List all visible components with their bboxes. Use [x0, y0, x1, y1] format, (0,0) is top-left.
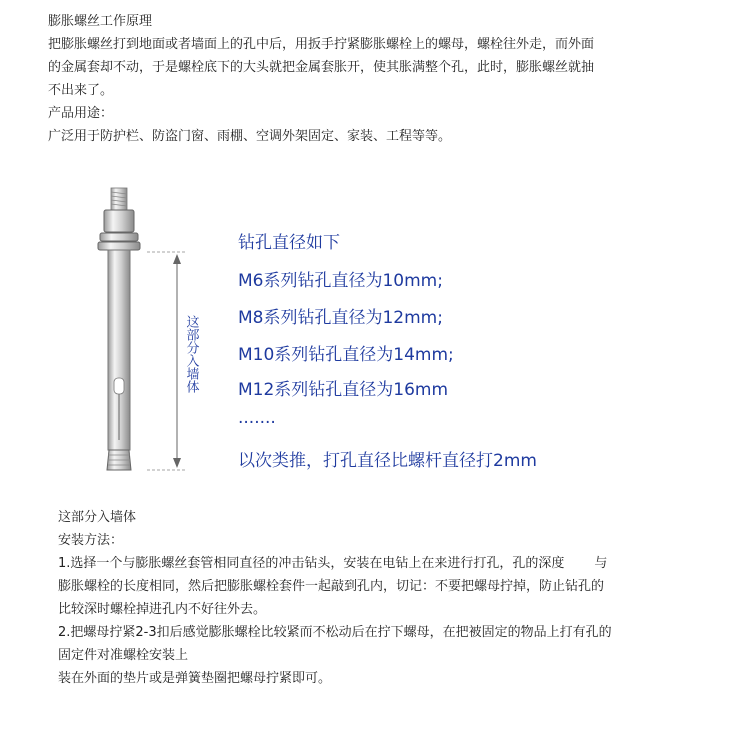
step2-line-1: 2.把螺母拧紧2-3扣后感觉膨胀螺栓比较紧而不松动后在拧下螺母，在把被固定的物品上打有孔的	[58, 625, 612, 640]
step1-part-b: 与	[594, 556, 608, 571]
spec-m12: M12系列钻孔直径为16mm	[238, 380, 449, 400]
intro-title: 膨胀螺丝工作原理	[48, 14, 153, 29]
flat-washer	[98, 242, 140, 250]
spec-rule: 以次类推，打孔直径比螺杆直径打2mm	[238, 451, 537, 471]
spec-m10: M10系列钻孔直径为14mm;	[238, 345, 454, 365]
spec-m8: M8系列钻孔直径为12mm;	[238, 308, 443, 328]
wall-label-vertical: 这部分入墙体	[183, 315, 199, 393]
spec-heading: 钻孔直径如下	[238, 233, 340, 253]
step1-line-1	[58, 552, 728, 575]
spec-ellipsis: .......	[238, 408, 276, 428]
wall-note: 这部分入墙体	[58, 510, 137, 525]
anchor-bolt-figure	[95, 178, 205, 488]
intro-line-2: 的金属套却不动，于是螺栓底下的大头就把金属套胀开，使其胀满整个孔，此时，膨胀螺丝就抽	[48, 60, 595, 75]
step1-part-a: 1.选择一个与膨胀螺丝套管相同直径的冲击钻头，安装在电钻上在来进行打孔，孔的深度	[58, 556, 565, 571]
depth-dimension-arrow	[147, 252, 187, 470]
install-section	[58, 506, 728, 690]
usage-text: 广泛用于防护栏、防盗门窗、雨棚、空调外架固定、家装、工程等等。	[48, 129, 452, 144]
intro-line-1: 把膨胀螺丝打到地面或者墙面上的孔中后，用扳手拧紧膨胀螺栓上的螺母，螺栓往外走，而外面	[48, 37, 595, 52]
cone-head	[107, 450, 131, 470]
spec-m6: M6系列钻孔直径为10mm;	[238, 271, 443, 291]
spring-washer	[100, 233, 138, 241]
sleeve	[108, 250, 130, 450]
anchor-bolt-illustration	[95, 178, 205, 488]
thread-top	[111, 188, 127, 210]
step1-line-2: 膨胀螺栓的长度相同，然后把膨胀螺栓套件一起敲到孔内，切记：不要把螺母拧掉，防止钻孔的	[58, 579, 605, 594]
step2-line-3: 装在外面的垫片或是弹簧垫圈把螺母拧紧即可。	[58, 671, 332, 686]
intro-section	[48, 10, 738, 148]
usage-label: 产品用途：	[48, 106, 114, 121]
step2-line-2: 固定件对准螺栓安装上	[58, 648, 189, 663]
intro-line-3: 不出来了。	[48, 83, 114, 98]
nut	[104, 210, 134, 232]
step1-line-3: 比较深时螺栓掉进孔内不好往外去。	[58, 602, 267, 617]
method-label: 安装方法：	[58, 533, 124, 548]
